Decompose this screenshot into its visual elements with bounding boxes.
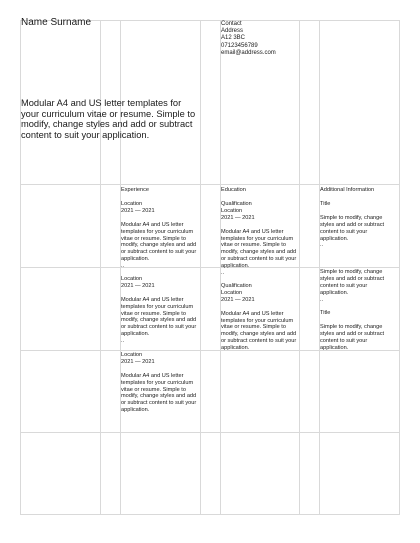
entry-separator: .. (121, 338, 125, 345)
education-heading: Education (221, 187, 246, 193)
entry-description: Simple to modify, change styles and add or subtract content to suit your application. (320, 214, 385, 242)
education-entry (221, 201, 297, 277)
entry-location: Location (221, 207, 243, 214)
entry-separator: .. (121, 263, 125, 270)
additional-heading: Additional Information (320, 187, 375, 193)
education-entry (221, 283, 297, 352)
additional-entry (320, 201, 396, 249)
grid-line (20, 184, 400, 185)
entry-separator: .. (320, 242, 324, 249)
entry-dates: 2021 — 2021 (121, 358, 155, 365)
entry-dates: 2021 — 2021 (221, 296, 255, 303)
contact-block (221, 21, 299, 57)
entry-location: Location (121, 276, 143, 282)
entry-dates: 2021 — 2021 (221, 214, 255, 221)
grid-line (20, 432, 400, 433)
entry-description: Simple to modify, change styles and add or subtract content to suit your application. (320, 323, 385, 351)
entry-location: Location (121, 201, 143, 207)
entry-title: Title (320, 310, 331, 316)
entry-qualification: Qualification (221, 201, 252, 207)
entry-separator: .. (320, 296, 324, 303)
contact-email: email@address.com (221, 49, 276, 56)
entry-separator: .. (221, 270, 225, 277)
entry-dates: 2021 — 2021 (121, 282, 155, 289)
entry-location: Location (221, 289, 243, 296)
grid-line (20, 514, 400, 515)
entry-qualification: Qualification (221, 283, 252, 289)
experience-entry (121, 352, 197, 414)
contact-address-label: Address (221, 28, 244, 35)
entry-description: Simple to modify, change styles and add or subtract content to suit your application. (320, 269, 385, 296)
entry-location: Location (121, 352, 143, 358)
entry-description: Modular A4 and US letter templates for your curriculum vitae or resume. Simple to modify, change styles and add or subtract content to suit your application. (121, 372, 197, 414)
additional-entry (320, 269, 396, 304)
entry-description: Modular A4 and US letter templates for your curriculum vitae or resume. Simple to modify, change styles and add or subtract content to suit your application. (221, 228, 297, 270)
experience-entry (121, 276, 197, 345)
entry-description: Modular A4 and US letter templates for your curriculum vitae or resume. Simple to modify, change styles and add or subtract content to suit your application. (221, 310, 297, 352)
entry-description: Modular A4 and US letter templates for your curriculum vitae or resume. Simple to modify, change styles and add or subtract content to suit your application. (121, 296, 197, 338)
grid-line (20, 267, 400, 268)
entry-title: Title (320, 201, 331, 207)
additional-entry (320, 310, 396, 351)
intro-paragraph: Modular A4 and US letter templates for your curriculum vitae or resume. Simple to modify, change styles and add or subtract content to suit your application. (21, 98, 196, 140)
contact-address-line: A12 3BC (221, 35, 246, 42)
entry-dates: 2021 — 2021 (121, 207, 155, 214)
contact-heading: Contact (221, 21, 242, 27)
experience-heading: Experience (121, 187, 149, 193)
contact-phone: 07123456789 (221, 42, 258, 49)
experience-entry (121, 201, 197, 270)
person-name: Name Surname (21, 17, 92, 28)
entry-description: Modular A4 and US letter templates for your curriculum vitae or resume. Simple to modify, change styles and add or subtract content to suit your application. (121, 221, 197, 263)
